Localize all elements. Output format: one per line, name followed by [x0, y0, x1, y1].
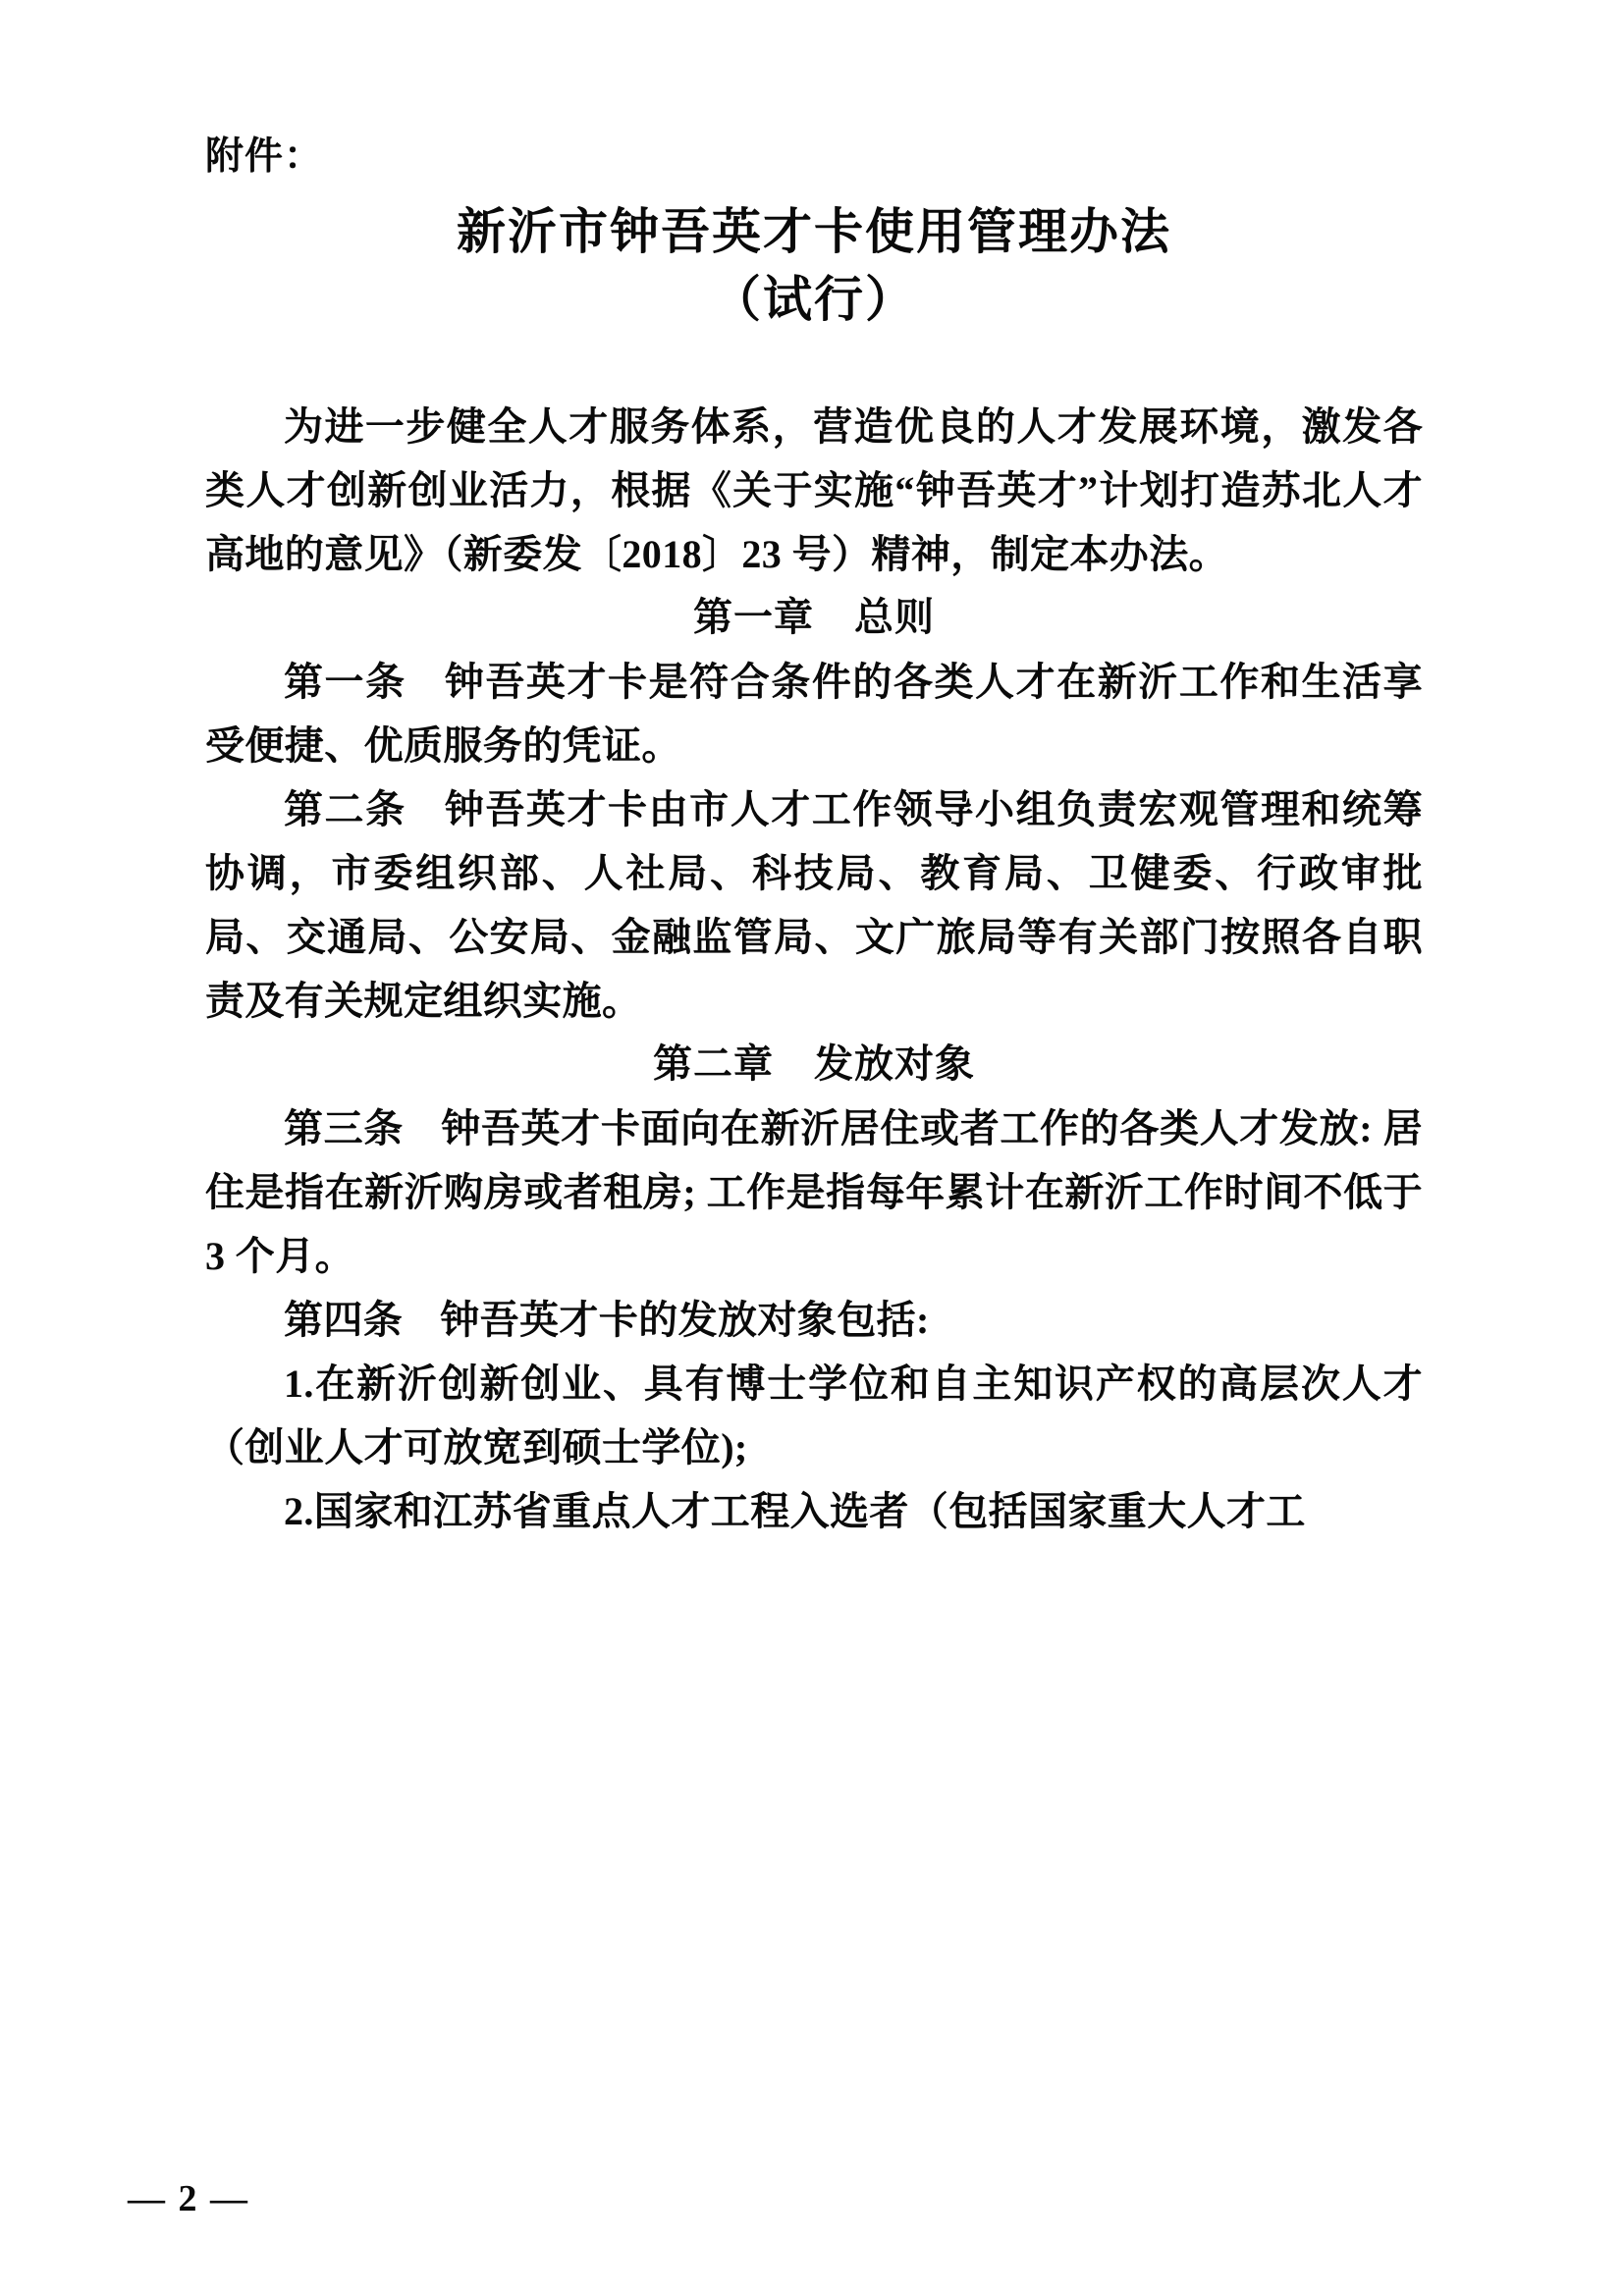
page-number: — 2 —	[128, 2178, 249, 2219]
page-content	[205, 133, 1423, 1543]
article-3	[205, 1096, 1423, 1288]
article-1-label: 第一条	[284, 659, 406, 704]
article-1	[205, 650, 1423, 777]
document-body	[205, 395, 1423, 1543]
page-subtitle: （试行）	[712, 272, 916, 328]
attachment-label: 附件：	[205, 135, 324, 178]
list-item-2: 2.国家和江苏省重点人才工程入选者（包括国家重大人才工	[284, 1488, 1306, 1533]
article-3-label: 第三条	[284, 1105, 404, 1150]
preamble-paragraph: 为进一步健全人才服务体系，营造优良的人才发展环境，激发各类人才创新创业活力，根据《关于实施“钟吾英才”计划打造苏北人才高地的意见》（新委发〔2018〕23 号）精神，制定本办法。	[205, 403, 1423, 576]
article-1-text: 钟吾英才卡是符合条件的各类人才在新沂工作和生活享受便捷、优质服务的凭证。	[205, 659, 1423, 768]
article-2-label: 第二条	[284, 786, 406, 831]
article-2	[205, 777, 1423, 1033]
article-4-label: 第四条	[284, 1297, 404, 1342]
article-4	[205, 1288, 1423, 1352]
article-3-text: 钟吾英才卡面向在新沂居住或者工作的各类人才发放: 居住是指在新沂购房或者租房; 工作是指每年累计在新沂工作时间不低于 3 个月。	[205, 1105, 1423, 1278]
page-title: 新沂市钟吾英才卡使用管理办法	[457, 203, 1171, 259]
list-item-1: 1.在新沂创新创业、具有博士学位和自主知识产权的高层次人才（创业人才可放宽到硕士学位);	[205, 1361, 1423, 1469]
chapter-heading-1: 第一章 总则	[693, 595, 935, 639]
article-2-text: 钟吾英才卡由市人才工作领导小组负责宏观管理和统筹协调，市委组织部、人社局、科技局、教育局、卫健委、行政审批局、交通局、公安局、金融监管局、文广旅局等有关部门按照各自职责及有关规定组织实施。	[205, 786, 1423, 1023]
chapter-heading-2: 第二章 发放对象	[653, 1041, 975, 1086]
article-4-text: 钟吾英才卡的发放对象包括:	[440, 1297, 930, 1342]
